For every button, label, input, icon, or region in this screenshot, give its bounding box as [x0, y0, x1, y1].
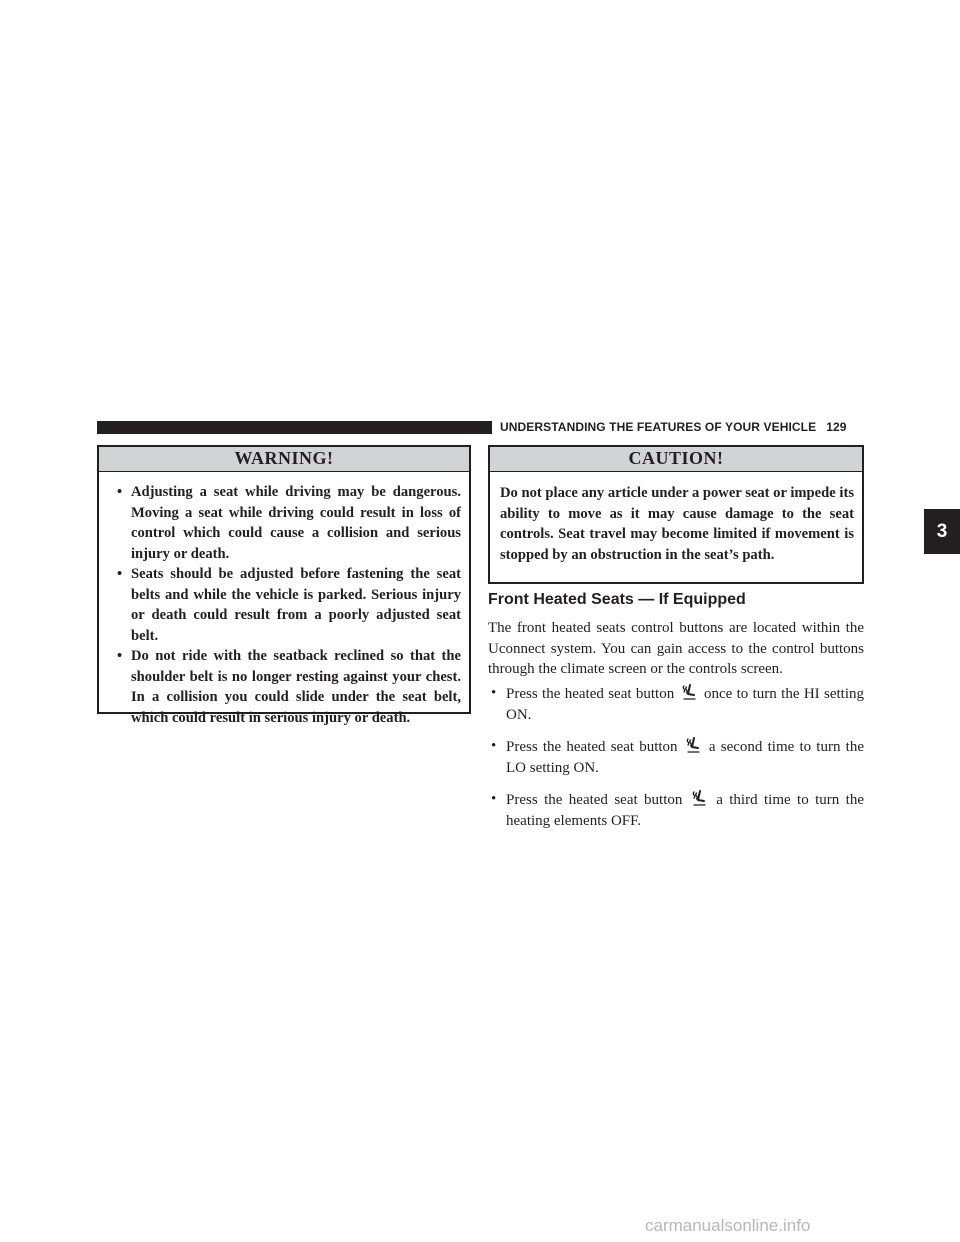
section-title: UNDERSTANDING THE FEATURES OF YOUR VEHICLE	[500, 420, 817, 434]
step-item	[488, 683, 864, 725]
heated-seat-icon	[685, 736, 702, 754]
section-heading: Front Heated Seats — If Equipped	[488, 591, 746, 608]
warning-list	[99, 472, 469, 728]
step-item	[488, 789, 864, 831]
warning-title: WARNING!	[99, 447, 469, 472]
heated-seat-icon	[691, 789, 708, 807]
chapter-tab: 3	[924, 509, 960, 554]
step-text-before: Press the heated seat button	[506, 686, 675, 702]
page-number: 129	[826, 420, 847, 434]
step-text-before: Press the heated seat button	[506, 792, 683, 808]
step-text-after: a second time to turn the LO setting ON.	[506, 739, 864, 776]
step-text-after: once to turn the HI setting ON.	[506, 686, 865, 723]
warning-box	[97, 445, 471, 726]
caution-text: Do not place any article under a power seat or impede its ability to move as it may cause damage to the seat controls. Seat travel may become limited if movement is stopped by an obstruction in the seat’s path.	[500, 485, 854, 563]
step-text-after: a third time to turn the heating elements OFF.	[506, 792, 865, 829]
heated-seat-icon	[681, 683, 698, 701]
step-item	[488, 736, 864, 778]
warning-item: • Do not ride with the seatback reclined so that the shoulder belt is no longer resting against your chest. In a collision you could slide under the seat belt, which could result in serious injury or death.	[117, 646, 461, 728]
heated-seat-steps	[488, 683, 864, 842]
running-header	[500, 418, 864, 436]
warning-item: • Adjusting a seat while driving may be dangerous. Moving a seat while driving could result in loss of control which could cause a collision and serious injury or death.	[117, 482, 461, 564]
warning-item: • Seats should be adjusted before fastening the seat belts and while the vehicle is parked. Serious injury or death could result from a poorly adjusted seat belt.	[117, 564, 461, 646]
step-text-before: Press the heated seat button	[506, 739, 678, 755]
intro-paragraph: The front heated seats control buttons are located within the Uconnect system. You can gain access to the control buttons through the climate screen or the controls screen.	[488, 620, 864, 677]
header-rule	[97, 421, 492, 434]
watermark: carmanualsonline.info	[645, 1216, 811, 1235]
caution-box	[488, 445, 864, 584]
caution-title: CAUTION!	[490, 447, 862, 472]
